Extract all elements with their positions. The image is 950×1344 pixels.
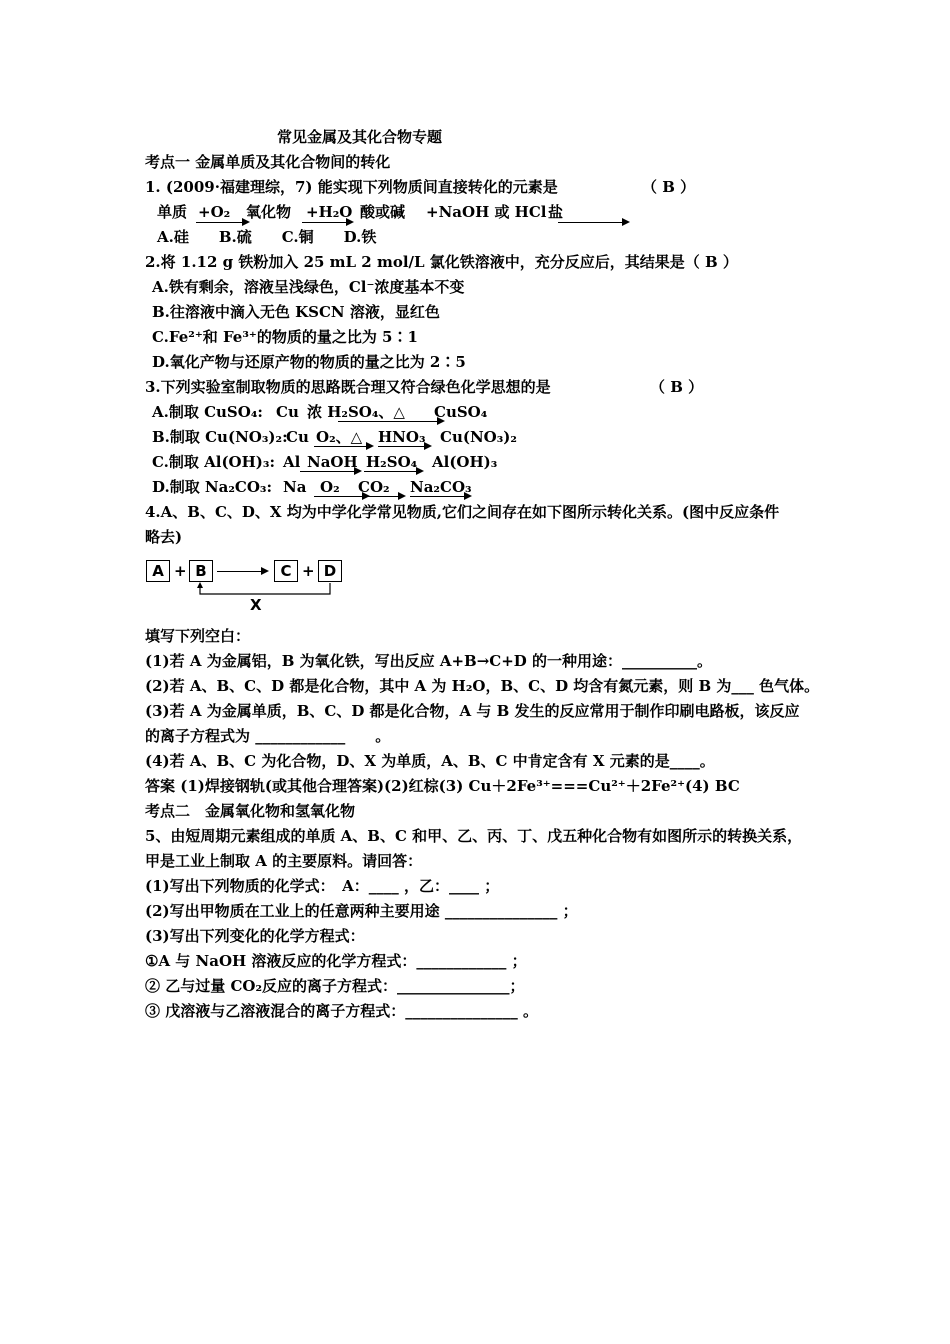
q3-option-a-reactant: Cu xyxy=(276,403,299,421)
arrow-icon xyxy=(352,496,404,497)
q1-chain-item: 单质 xyxy=(157,203,188,221)
q3-option-a-condition: 浓 H₂SO₄、△ xyxy=(307,403,405,421)
arrow-icon xyxy=(302,222,352,223)
diagram-label-x: X xyxy=(250,596,262,614)
q3-option-d-reactant: Na xyxy=(283,478,307,496)
q2-option-d: D.氧化产物与还原产物的物质的量之比为 2∶5 xyxy=(152,353,466,371)
q3-option-d-lead: D.制取 Na₂CO₃: xyxy=(152,478,273,496)
q1-chain-reagent: +H₂O xyxy=(306,203,353,221)
q3-option-c-reagent: NaOH xyxy=(307,453,358,471)
q3-option-b-lead: B.制取 Cu(NO₃)₂: xyxy=(152,428,288,446)
arrow-icon xyxy=(196,222,248,223)
q1-chain-reagent: +O₂ xyxy=(198,203,231,221)
diagram-plus: + xyxy=(302,562,315,580)
arrow-icon xyxy=(300,471,360,472)
diagram-box-b: B xyxy=(189,560,213,582)
q2-option-a: A.铁有剩余，溶液呈浅绿色，Cl⁻浓度基本不变 xyxy=(152,278,465,296)
q4-part-3-line2: 的离子方程式为 ____________ 。 xyxy=(145,727,391,745)
arrow-icon xyxy=(364,471,422,472)
q3-option-d-reagent: CO₂ xyxy=(358,478,390,496)
q3-option-b-reagent: HNO₃ xyxy=(378,428,426,446)
q3-stem: 3.下列实验室制取物质的思路既合理又符合绿色化学思想的是 xyxy=(145,378,551,396)
q5-reaction-2: ② 乙与过量 CO₂反应的离子方程式：_______________； xyxy=(145,977,525,995)
q1-chain-item: 氧化物 xyxy=(246,203,292,221)
section-heading-1: 考点一 金属单质及其化合物间的转化 xyxy=(145,153,391,171)
q3-option-b-reactant: Cu xyxy=(286,428,309,446)
diagram-box-c: C xyxy=(274,560,298,582)
q5-part-2: (2)写出甲物质在工业上的任意两种主要用途 _______________ ； xyxy=(145,902,578,920)
q4-part-2: (2)若 A、B、C、D 都是化合物，其中 A 为 H₂O，B、C、D 均含有氮元素，则 B 为___ 色气体。 xyxy=(145,677,820,695)
page-title: 常见金属及其化合物专题 xyxy=(277,128,443,146)
q2-stem: 2.将 1.12 g 铁粉加入 25 mL 2 mol/L 氯化铁溶液中，充分反应后，其结果是（ B ） xyxy=(145,253,738,271)
q5-part-1: (1)写出下列物质的化学式： A：____ ，乙：____ ； xyxy=(145,877,500,895)
arrow-icon xyxy=(410,496,470,497)
q5-stem-line2: 甲是工业上制取 A 的主要原料。请回答： xyxy=(145,852,423,870)
q3-option-c-reactant: Al xyxy=(283,453,301,471)
q5-part-3: (3)写出下列变化的化学方程式： xyxy=(145,927,365,945)
q3-option-c-product: Al(OH)₃ xyxy=(432,453,498,471)
q1-stem: 1. (2009·福建理综，7) 能实现下列物质间直接转化的元素是 xyxy=(145,178,558,196)
q5-stem-line1: 5、由短周期元素组成的单质 A、B、C 和甲、乙、丙、丁、戊五种化合物有如图所示的转换关系， xyxy=(145,827,803,845)
q3-option-a-product: CuSO₄ xyxy=(434,403,488,421)
section-heading-2: 考点二 金属氧化物和氢氧化物 xyxy=(145,802,356,820)
arrow-icon xyxy=(338,421,443,422)
q3-option-c-lead: C.制取 Al(OH)₃: xyxy=(152,453,275,471)
q1-options: A.硅 B.硫 C.铜 D.铁 xyxy=(157,228,377,246)
q3-option-b-condition: O₂、△ xyxy=(316,428,363,446)
q4-fill-instruction: 填写下列空白： xyxy=(145,627,251,645)
q1-chain-reagent: +NaOH 或 HCl xyxy=(426,203,547,221)
q1-chain-item: 酸或碱 xyxy=(360,203,406,221)
arrow-icon xyxy=(217,571,267,572)
q3-answer: （ B ） xyxy=(650,378,704,396)
arrow-icon xyxy=(378,446,430,447)
q4-answer: 答案 (1)焊接钢轨(或其他合理答案)(2)红棕(3) Cu＋2Fe³⁺===Cu²⁺＋2Fe²⁺(4) BC xyxy=(145,777,740,795)
q2-option-b: B.往溶液中滴入无色 KSCN 溶液，显红色 xyxy=(152,303,440,321)
q3-option-d-product: Na₂CO₃ xyxy=(410,478,472,496)
q4-part-3-line1: (3)若 A 为金属单质，B、C、D 都是化合物，A 与 B 发生的反应常用于制作印刷电路板，该反应 xyxy=(145,702,800,720)
q4-stem-line2: 略去) xyxy=(145,528,183,546)
q3-option-d-reagent: O₂ xyxy=(320,478,340,496)
diagram-box-a: A xyxy=(146,560,170,582)
q2-option-c: C.Fe²⁺和 Fe³⁺的物质的量之比为 5∶1 xyxy=(152,328,418,346)
q3-option-a-lead: A.制取 CuSO₄: xyxy=(152,403,263,421)
q4-part-1: (1)若 A 为金属铝，B 为氧化铁，写出反应 A+B→C+D 的一种用途：__________。 xyxy=(145,652,713,670)
q5-reaction-1: ①A 与 NaOH 溶液反应的化学方程式：____________ ； xyxy=(145,952,527,970)
q3-option-b-product: Cu(NO₃)₂ xyxy=(440,428,517,446)
diagram-plus: + xyxy=(174,562,187,580)
diagram-box-d: D xyxy=(318,560,342,582)
q4-stem-line1: 4.A、B、C、D、X 均为中学化学常见物质,它们之间存在如下图所示转化关系。(图中反应条件 xyxy=(145,503,780,521)
q3-option-c-reagent: H₂SO₄ xyxy=(366,453,418,471)
q1-answer: （ B ） xyxy=(642,178,696,196)
arrow-icon xyxy=(558,222,628,223)
diagram-loop-arrow xyxy=(190,582,340,598)
q1-chain-item: 盐 xyxy=(548,203,564,221)
q4-part-4: (4)若 A、B、C 为化合物，D、X 为单质，A、B、C 中肯定含有 X 元素的是____。 xyxy=(145,752,715,770)
q5-reaction-3: ③ 戊溶液与乙溶液混合的离子方程式：_______________ 。 xyxy=(145,1002,538,1020)
arrow-icon xyxy=(314,446,372,447)
